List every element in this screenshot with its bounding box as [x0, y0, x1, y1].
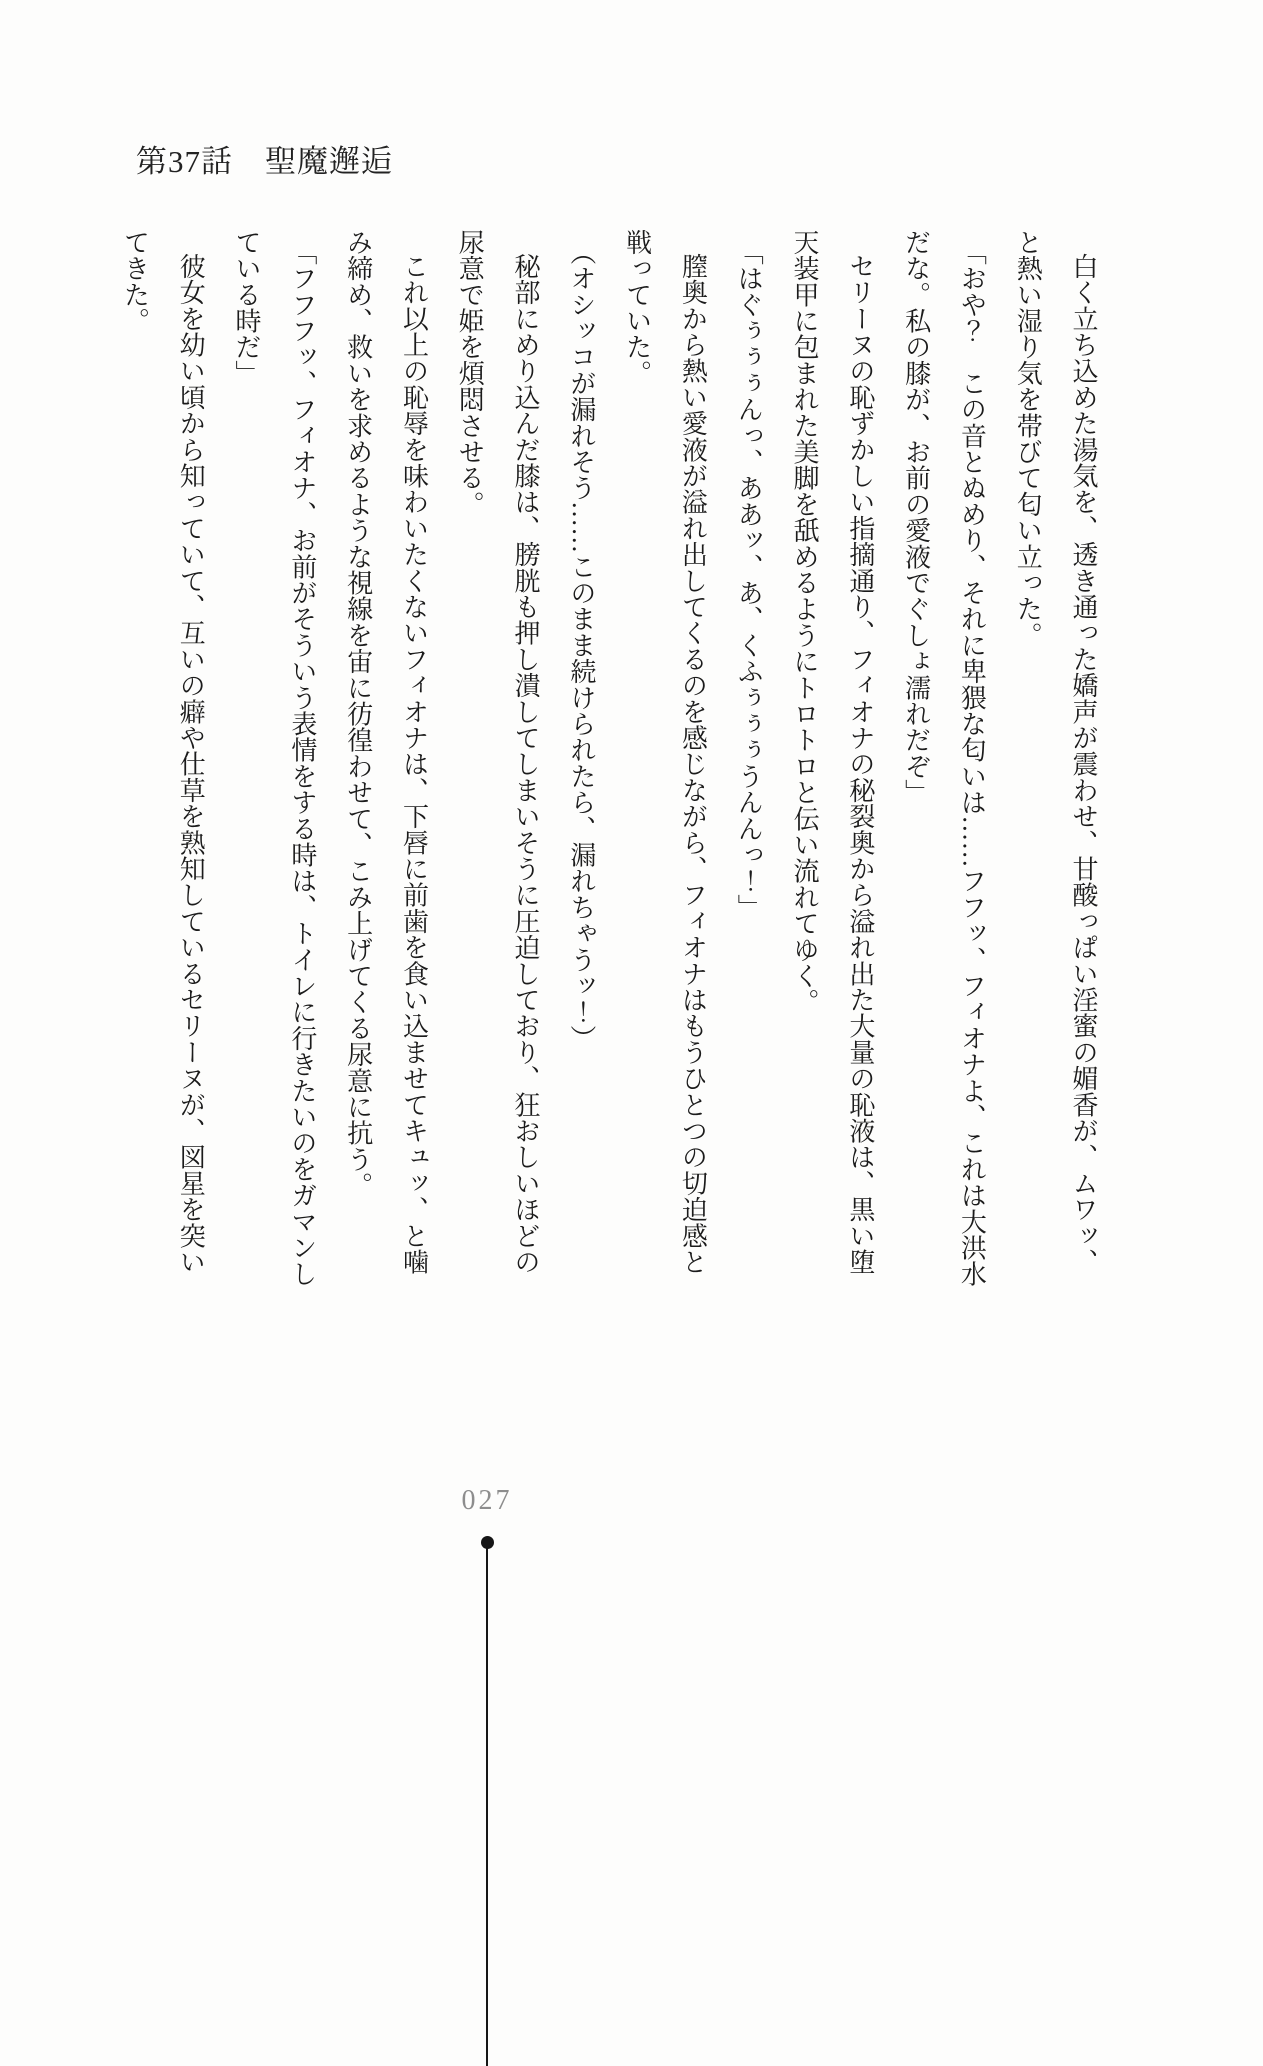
- page-number: 027: [461, 1485, 513, 1516]
- text-column: 秘部にめり込んだ膝は、膀胱も押し潰してしまいそうに圧迫しており、狂おしいほどの: [511, 253, 541, 1275]
- text-column: ている時だ」: [232, 229, 262, 387]
- text-column: と熱い湿り気を帯びて匂い立った。: [1013, 229, 1043, 649]
- text-column: （オシッコが漏れそう……このまま続けられたら、漏れちゃうッ！）: [566, 239, 596, 1052]
- text-column: 戦っていた。: [622, 229, 652, 387]
- text-column: 「フフフッ、フィオナ、お前がそういう表情をする時は、トイレに行きたいのをガマンし: [287, 239, 317, 1287]
- text-column: 尿意で姫を煩悶させる。: [455, 229, 485, 518]
- text-column: 膣奥から熱い愛液が溢れ出してくるのを感じながら、フィオナはもうひとつの切迫感と: [678, 253, 708, 1275]
- chapter-title: 第37話 聖魔邂逅: [136, 144, 393, 179]
- text-column: 「はぐぅぅぅんっ、ああッ、あ、くふぅぅぅうんんっ！」: [734, 239, 764, 921]
- text-column: だな。私の膝が、お前の愛液でぐしょ濡れだぞ」: [901, 229, 931, 806]
- body-text: [107, 229, 1111, 1304]
- text-column: 「おや？ この音とぬめり、それに卑猥な匂いは……フフッ、フィオナよ、これは大洪水: [957, 239, 987, 1287]
- binding-mark-line: [486, 1548, 488, 2066]
- text-column: 天装甲に包まれた美脚を舐めるようにトロトロと伝い流れてゆく。: [790, 229, 820, 1015]
- text-column: セリーヌの恥ずかしい指摘通り、フィオナの秘裂奥から溢れ出た大量の恥液は、黒い堕: [845, 253, 875, 1275]
- text-column: 彼女を幼い頃から知っていて、互いの癖や仕草を熟知しているセリーヌが、図星を突い: [176, 253, 206, 1275]
- text-column: み締め、救いを求めるような視線を宙に彷徨わせて、こみ上げてくる尿意に抗う。: [343, 229, 373, 1199]
- text-column: これ以上の恥辱を味わいたくないフィオナは、下唇に前歯を食い込ませてキュッ、と噛: [399, 253, 429, 1275]
- text-column: てきた。: [120, 229, 150, 334]
- text-column: 白く立ち込めた湯気を、透き通った嬌声が震わせ、甘酸っぱい淫蜜の媚香が、ムワッ、: [1069, 253, 1098, 1275]
